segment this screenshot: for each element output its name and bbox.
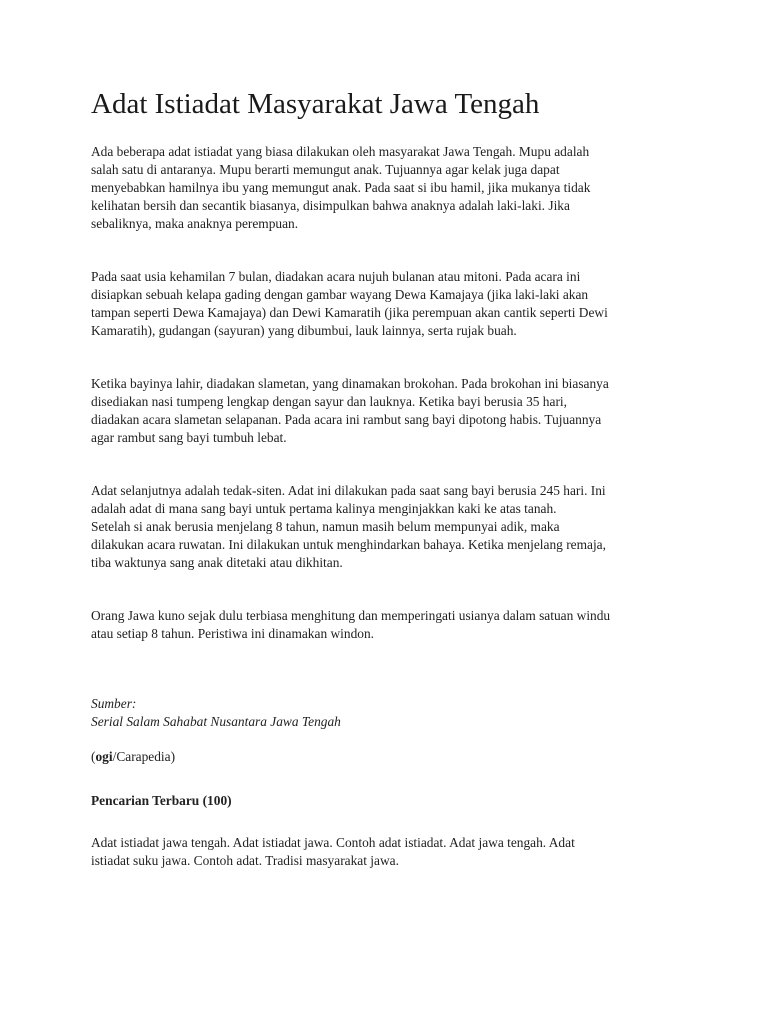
paragraph-line: Ada beberapa adat istiadat yang biasa dilakukan oleh masyarakat Jawa Tengah. Mupu adalah (91, 144, 590, 160)
paragraph-spacer (91, 766, 691, 792)
paragraph-line: Adat selanjutnya adalah tedak-siten. Adat ini dilakukan pada saat sang bayi berusia 245 hari. Ini (91, 483, 606, 499)
credit-line (91, 748, 691, 766)
paragraph-spacer (91, 572, 691, 607)
source-label: Sumber: (91, 696, 137, 712)
paragraph-line: Ketika bayinya lahir, diadakan slametan, yang dinamakan brokohan. Pada brokohan ini biasanya (91, 376, 609, 392)
paragraph-line: disediakan nasi tumpeng lengkap dengan sayur dan lauknya. Ketika bayi berusia 35 hari, (91, 394, 567, 410)
paragraph-tedak-siten (91, 482, 691, 572)
paragraph-line: Pada saat usia kehamilan 7 bulan, diadakan acara nujuh bulanan atau mitoni. Pada acara ini (91, 269, 581, 285)
paragraph-line: kelihatan bersih dan secantik biasanya, disimpulkan bahwa anaknya adalah laki-laki. Jika (91, 198, 570, 214)
paragraph-line: adalah adat di mana sang bayi untuk pertama kalinya menginjakkan kaki ke atas tanah. (91, 501, 557, 517)
paragraph-windon (91, 607, 691, 643)
search-heading: Pencarian Terbaru (100) (91, 793, 232, 809)
paragraph-line: tiba waktunya sang anak ditetaki atau dikhitan. (91, 555, 343, 571)
paragraph-line: dilakukan acara ruwatan. Ini dilakukan untuk menghindarkan bahaya. Ketika menjelang remaja, (91, 537, 606, 553)
search-terms (91, 834, 691, 870)
paragraph-spacer (91, 731, 691, 748)
paragraph-brokohan (91, 375, 691, 447)
credit-author: ogi (95, 749, 113, 765)
paragraph-line: atau setiap 8 tahun. Peristiwa ini dinamakan windon. (91, 626, 375, 642)
paragraph-mupu (91, 143, 691, 233)
paragraph-line: disiapkan sebuah kelapa gading dengan gambar wayang Dewa Kamajaya (jika laki-laki akan (91, 287, 589, 303)
paragraph-spacer (91, 643, 691, 695)
paragraph-line: menyebabkan hamilnya ibu yang memungut anak. Pada saat si ibu hamil, jika mukanya tidak (91, 180, 591, 196)
paragraph-spacer (91, 447, 691, 482)
search-terms-line: istiadat suku jawa. Contoh adat. Tradisi masyarakat jawa. (91, 853, 399, 869)
article-title: Adat Istiadat Masyarakat Jawa Tengah (91, 88, 540, 120)
paragraph-spacer (91, 340, 691, 375)
source-block (91, 695, 691, 731)
paragraph-line: diadakan acara slametan selapanan. Pada acara ini rambut sang bayi dipotong habis. Tujuannya (91, 412, 602, 428)
paragraph-line: Setelah si anak berusia menjelang 8 tahun, namun masih belum mempunyai adik, maka (91, 519, 560, 535)
source-name: Serial Salam Sahabat Nusantara Jawa Tengah (91, 714, 341, 730)
paragraph-line: tampan seperti Dewa Kamajaya) dan Dewi Kamaratih (jika perempuan akan cantik seperti Dewi (91, 305, 608, 321)
paragraph-line: Orang Jawa kuno sejak dulu terbiasa menghitung dan memperingati usianya dalam satuan windu (91, 608, 611, 624)
paragraph-line: Kamaratih), gudangan (sayuran) yang dibumbui, lauk lainnya, serta rujak buah. (91, 323, 517, 339)
document-page (91, 88, 691, 870)
paragraph-line: salah satu di antaranya. Mupu berarti memungut anak. Tujuannya agar kelak juga dapat (91, 162, 560, 178)
paragraph-spacer (91, 233, 691, 268)
search-terms-line: Adat istiadat jawa tengah. Adat istiadat jawa. Contoh adat istiadat. Adat jawa tengah. Adat (91, 835, 575, 851)
credit-rest: /Carapedia) (112, 749, 176, 765)
credit-open: ( (91, 749, 96, 765)
paragraph-line: agar rambut sang bayi tumbuh lebat. (91, 430, 287, 446)
paragraph-spacer (91, 810, 691, 834)
paragraph-mitoni (91, 268, 691, 340)
paragraph-line: sebaliknya, maka anaknya perempuan. (91, 216, 299, 232)
